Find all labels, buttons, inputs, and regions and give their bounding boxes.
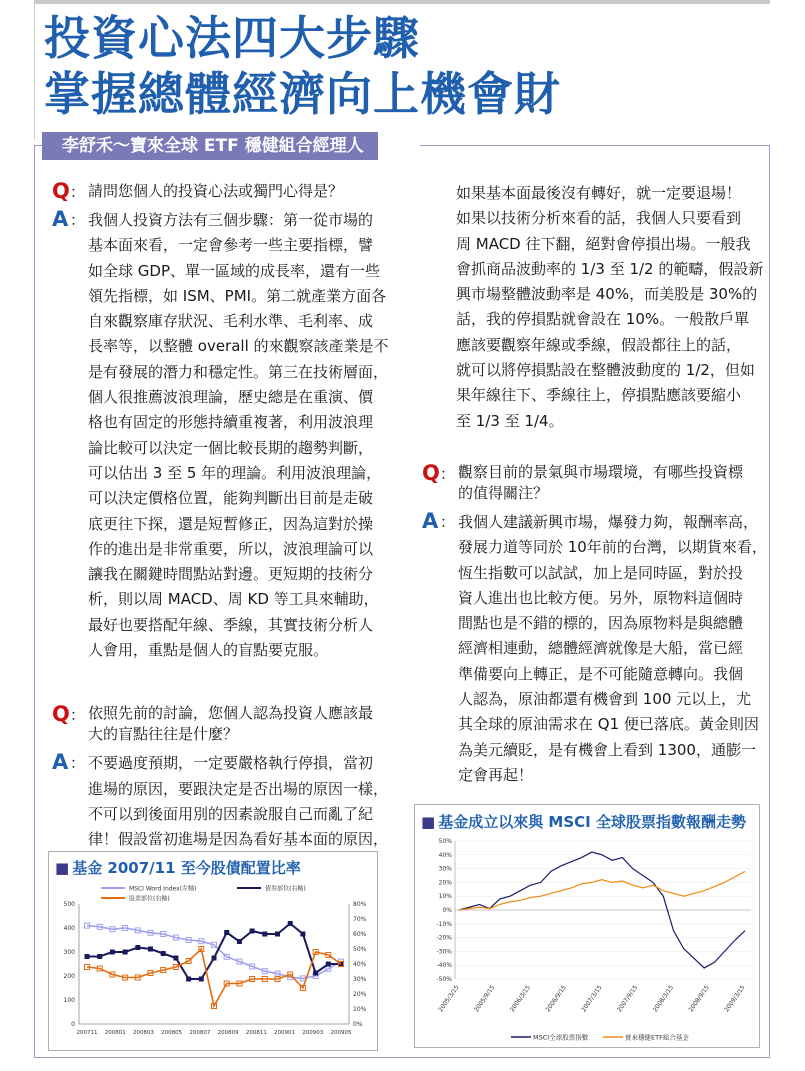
legend-label: MSCI Word Index(左軸) xyxy=(129,885,197,893)
question-text xyxy=(80,703,392,745)
colon: ： xyxy=(70,183,86,201)
a-marker: A xyxy=(52,207,69,231)
text-line: 如果基本面最後沒有轉好，就一定要退場！ xyxy=(456,184,742,202)
article-title xyxy=(44,10,561,122)
answer-2 xyxy=(52,751,392,852)
text-line: 是有發展的潛力和穩定性。第三在技術層面， xyxy=(88,362,389,381)
left-tick-label: 400 xyxy=(63,925,75,932)
x-tick-label: 200711 xyxy=(76,1030,98,1036)
text-line: 領先指標，如 ISM、PMI。第二就產業方面各 xyxy=(88,286,387,305)
answer-1 xyxy=(52,208,392,663)
text-line: 進場的原因，要跟決定是否出場的原因一樣， xyxy=(88,779,389,798)
question-1 xyxy=(52,180,392,202)
text-line: 律！假設當初進場是因為看好基本面的原因， xyxy=(88,830,389,849)
text-line: 我個人建議新興市場，爆發力夠，報酬率高， xyxy=(458,512,759,531)
left-tick-label: 300 xyxy=(63,949,75,956)
text-line: 大的盲點往往是什麼？ xyxy=(88,725,239,744)
series-line xyxy=(459,871,745,910)
data-point xyxy=(224,930,229,935)
text-line: 依照先前的討論，您個人認為投資人應該最 xyxy=(88,704,374,723)
text-line: 最好也要搭配年線、季線，其實技術分析人 xyxy=(88,615,374,634)
x-tick-label: 2005/3/15 xyxy=(437,984,461,1014)
x-tick-label: 2006/9/15 xyxy=(544,984,568,1014)
text-line: 就可以將停損點設在整體波動度的 1/2，但如 xyxy=(456,361,755,380)
text-line: 的值得關注？ xyxy=(458,483,549,502)
x-tick-label: 200811 xyxy=(245,1030,267,1036)
left-tick-label: 200 xyxy=(63,973,75,980)
top-rule xyxy=(34,0,770,4)
text-line: 讓我在關鍵時間點站對邊。更短期的技術分 xyxy=(88,565,374,584)
text-line: 恆生指數可以試試，加上是同時區，對於投 xyxy=(458,563,744,582)
q-marker: Q xyxy=(52,702,70,727)
colon: ： xyxy=(70,211,86,229)
colon: ： xyxy=(440,464,456,483)
y-tick-label: -10% xyxy=(436,920,452,928)
question-text: 請問您個人的投資心法或獨門心得是？ xyxy=(88,182,344,200)
x-tick-label: 200905 xyxy=(330,1030,352,1036)
x-tick-label: 2008/3/15 xyxy=(651,984,676,1014)
right-tick-label: 10% xyxy=(353,1006,367,1013)
byline: 李舒禾～寶來全球 ETF 穩健組合經理人 xyxy=(42,132,378,160)
data-point xyxy=(199,977,204,982)
x-tick-label: 200807 xyxy=(189,1030,211,1036)
answer-3 xyxy=(422,510,766,788)
y-tick-label: -20% xyxy=(436,934,452,942)
text-line: 應該要觀察年線或季線，假設都往上的話， xyxy=(456,335,742,354)
question-text xyxy=(450,462,766,504)
left-tick-label: 0 xyxy=(71,1021,75,1028)
x-tick-label: 2005/9/15 xyxy=(473,984,497,1014)
legend-label: 寶來穩健ETF組合基金 xyxy=(625,1033,689,1042)
text-line: 長率等，以整體 overall 的來觀察該產業是不 xyxy=(88,337,389,356)
allocation-chart xyxy=(48,851,378,1051)
data-point xyxy=(275,932,280,937)
right-tick-label: 80% xyxy=(353,901,367,908)
allocation-chart-plot xyxy=(49,852,379,1052)
x-tick-label: 200803 xyxy=(132,1030,154,1036)
text-line: 觀察目前的景氣與市場環境，有哪些投資標 xyxy=(458,462,744,481)
y-tick-label: 40% xyxy=(438,851,452,859)
colon: ： xyxy=(70,754,86,773)
byline-rule xyxy=(420,145,770,146)
text-line: 不可以到後面用別的因素說服自己而亂了紀 xyxy=(88,804,374,823)
y-tick-label: 20% xyxy=(438,879,452,887)
text-line: 興市場整體波動率是 40%，而美股是 30%的 xyxy=(456,285,758,304)
text-line: 資人進出也比較方便。另外，原物料這個時 xyxy=(458,588,744,607)
left-column xyxy=(52,180,392,853)
text-line: 其全球的原油需求在 Q1 便已落底。黃金則因 xyxy=(458,715,759,734)
right-tick-label: 40% xyxy=(353,961,367,968)
right-column xyxy=(422,181,766,788)
right-tick-label: 30% xyxy=(353,976,367,983)
y-tick-label: 0% xyxy=(442,907,452,914)
answer-text xyxy=(80,208,392,663)
answer-text xyxy=(80,751,392,852)
text-line: 準備要向上轉正，是不可能隨意轉向。我個 xyxy=(458,664,744,683)
y-tick-label: 50% xyxy=(438,838,452,845)
text-line: 話，我的停損點就會設在 10%。一般散戶單 xyxy=(456,310,750,329)
text-line: 間點也是不錯的標的，因為原物料是與總體 xyxy=(458,614,744,633)
answer-2-continued xyxy=(422,181,766,434)
text-line: 可以決定價格位置，能夠判斷出目前是走破 xyxy=(88,489,374,508)
data-point xyxy=(288,921,293,926)
text-line: 格也有固定的形態持續重複著，利用波浪理 xyxy=(88,413,374,432)
text-line: 至 1/3 至 1/4。 xyxy=(456,411,564,430)
text-line: 定會再起！ xyxy=(458,765,534,784)
data-point xyxy=(186,977,191,982)
text-line: 我個人投資方法有三個步驟：第一從市場的 xyxy=(88,211,374,229)
frame-corner xyxy=(34,145,42,146)
return-chart-plot xyxy=(415,805,761,1049)
data-point xyxy=(237,939,242,944)
data-point xyxy=(173,956,178,961)
data-point xyxy=(326,962,331,967)
text-line: 可以估出 3 至 5 年的理論。利用波浪理論， xyxy=(88,463,382,482)
text-line: 不要過度預期，一定要嚴格執行停損，當初 xyxy=(88,754,374,773)
left-edge-rule xyxy=(34,0,35,140)
question-2 xyxy=(52,703,392,745)
text-line: 人認為，原油都還有機會到 100 元以上，尤 xyxy=(458,690,752,709)
x-tick-label: 2006/3/15 xyxy=(508,984,533,1014)
a-marker: A xyxy=(52,750,69,775)
x-tick-label: 2009/3/15 xyxy=(723,984,747,1014)
x-tick-label: 200903 xyxy=(302,1030,324,1036)
right-tick-label: 70% xyxy=(353,916,367,923)
right-tick-label: 60% xyxy=(353,931,367,938)
y-tick-label: 30% xyxy=(438,865,452,873)
text-line: 會抓商品波動率的 1/3 至 1/2 的範疇，假設新 xyxy=(456,259,764,278)
title-line-1: 投資心法四大步驟 xyxy=(44,11,420,65)
a-marker: A xyxy=(422,508,439,533)
text-line: 發展力道等同於 10年前的台灣，以期貨來看， xyxy=(458,538,767,557)
data-point xyxy=(110,950,115,955)
text-line: 為美元續貶，是有機會上看到 1300，通膨一 xyxy=(458,740,756,759)
text-line: 經濟相連動，總體經濟就像是大船，當已經 xyxy=(458,639,744,658)
right-tick-label: 50% xyxy=(353,946,367,953)
x-tick-label: 2007/9/15 xyxy=(616,984,640,1014)
data-point xyxy=(313,971,318,976)
text-line: 個人很推薦波浪理論，歷史總是在重演、價 xyxy=(88,388,374,407)
answer-text xyxy=(450,510,766,788)
x-tick-label: 200801 xyxy=(104,1030,126,1036)
text-line: 如全球 GDP、單一區域的成長率，還有一些 xyxy=(88,261,380,280)
data-point xyxy=(148,947,153,952)
return-chart xyxy=(414,804,760,1048)
y-tick-label: 10% xyxy=(438,893,452,901)
x-tick-label: 200805 xyxy=(161,1030,183,1036)
text-line: 周 MACD 往下翻，絕對會停損出場。一般我 xyxy=(456,234,751,253)
y-tick-label: -50% xyxy=(436,976,452,983)
left-tick-label: 100 xyxy=(63,997,75,1004)
x-tick-label: 2007/3/15 xyxy=(580,984,604,1014)
legend-label: MSCI全球股票指數 xyxy=(533,1033,589,1042)
chart-title: ■ 基金 2007/11 至今股債配置比率 xyxy=(55,859,301,877)
data-point xyxy=(262,932,267,937)
x-tick-label: 2008/9/15 xyxy=(687,984,711,1014)
data-point xyxy=(135,945,140,950)
q-marker: Q xyxy=(52,179,70,203)
data-point xyxy=(300,932,305,937)
question-3 xyxy=(422,462,766,504)
title-square-icon: ■ xyxy=(421,813,436,831)
text-line: 自來觀察庫存狀況、毛利水準、毛利率、成 xyxy=(88,312,374,331)
colon: ： xyxy=(70,706,86,725)
text-line: 論比較可以決定一個比較長期的趨勢判斷， xyxy=(88,438,374,457)
y-tick-label: -40% xyxy=(436,962,452,970)
data-point xyxy=(85,954,90,959)
legend-label: 債券部位(右軸) xyxy=(265,885,306,893)
text-line: 人會用，重點是個人的盲點要克服。 xyxy=(88,641,329,660)
right-tick-label: 20% xyxy=(353,991,367,998)
x-tick-label: 200809 xyxy=(217,1030,239,1036)
data-point xyxy=(250,929,255,934)
right-tick-label: 0% xyxy=(353,1021,363,1028)
x-tick-label: 200901 xyxy=(274,1030,296,1036)
text-line: 基本面來看，一定會參考一些主要指標，譬 xyxy=(88,236,374,255)
colon: ： xyxy=(440,512,456,531)
text-line: 如果以技術分析來看的話，我個人只要看到 xyxy=(456,209,742,228)
data-point xyxy=(161,951,166,956)
q-marker: Q xyxy=(422,460,440,485)
data-point xyxy=(97,954,102,959)
text-line: 作的進出是非常重要，所以，波浪理論可以 xyxy=(88,539,374,558)
left-tick-label: 500 xyxy=(63,901,75,908)
text-line: 底更往下探，還是短暫修正，因為這對於操 xyxy=(88,514,374,533)
title-line-2: 掌握總體經濟向上機會財 xyxy=(44,67,561,121)
title-square-icon: ■ xyxy=(55,859,70,877)
text-line: 析，則以周 MACD、周 KD 等工具來輔助， xyxy=(88,590,379,609)
data-point xyxy=(123,950,128,955)
data-point xyxy=(212,956,217,961)
legend-label: 股票部位(右軸) xyxy=(129,895,170,903)
text-line: 果年線往下、季線往上，停損點應該要縮小 xyxy=(456,386,742,405)
y-tick-label: -30% xyxy=(436,948,452,956)
chart-title: ■ 基金成立以來與 MSCI 全球股票指數報酬走勢 xyxy=(421,813,746,831)
